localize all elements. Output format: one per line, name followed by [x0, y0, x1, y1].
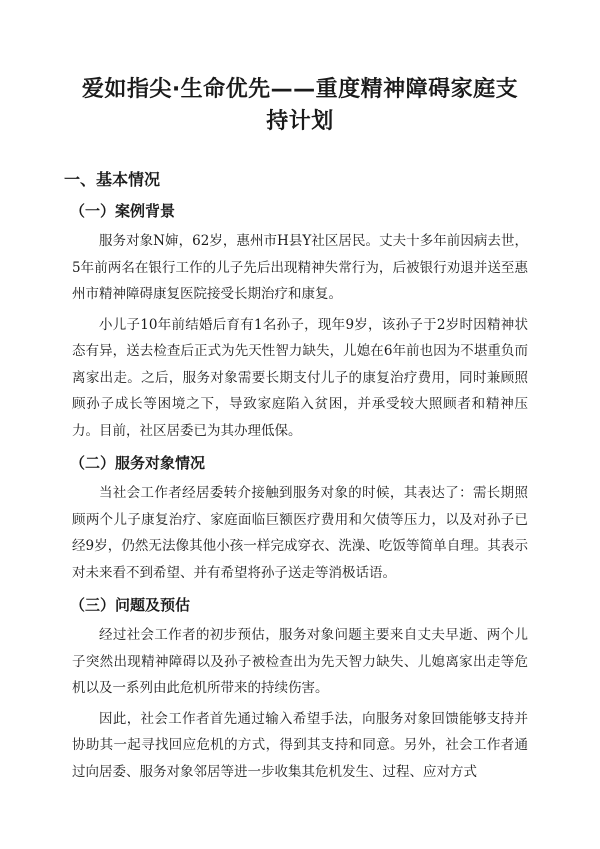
paragraph: 经过社会工作者的初步预估，服务对象问题主要来自丈夫早逝、两个儿子突然出现精神障碍以及孙子被检查出为先天智力缺失、儿媳离家出走等危机以及一系列由此危机所带来的持续伤害。	[72, 627, 528, 696]
document-title: 爱如指尖·生命优先——重度精神障碍家庭支持计划	[81, 77, 519, 134]
subsection-heading-problem-assessment: （三）问题及预估	[70, 596, 191, 614]
subsection-heading-case-background: （一）案例背景	[70, 202, 176, 220]
paragraph: 小儿子10年前结婚后育有1名孙子，现年9岁，该孙子于2岁时因精神状态有异，送去检查后正式为先天性智力缺失，儿媳在6年前也因为不堪重负而离家出走。之后，服务对象需要长期支付儿子的康复治疗费用，同时兼顾照顾孙子成长等困境之下，导致家庭陷入贫困，并承受较大照顾者和精神压力。目前，社区居委已为其办理低保。	[72, 316, 528, 439]
subsection-heading-client-situation: （二）服务对象情况	[70, 454, 206, 472]
paragraph: 当社会工作者经居委转介接触到服务对象的时候，其表达了：需长期照顾两个儿子康复治疗、家庭面临巨额医疗费用和欠债等压力，以及对孙子已经9岁，仍然无法像其他小孩一样完成穿衣、洗澡、吃饭等简单自理。其表示对未来看不到希望、并有希望将孙子送走等消极话语。	[72, 485, 528, 581]
section-heading-basic-info: 一、基本情况	[64, 170, 161, 189]
paragraph: 服务对象N婶，62岁，惠州市H县Y社区居民。丈夫十多年前因病去世，5年前两名在银行工作的儿子先后出现精神失常行为，后被银行劝退并送至惠州市精神障碍康复医院接受长期治疗和康复。	[72, 233, 528, 302]
paragraph: 因此，社会工作者首先通过输入希望手法，向服务对象回馈能够支持并协助其一起寻找回应危机的方式，得到其支持和同意。另外，社会工作者通过向居委、服务对象邻居等进一步收集其危机发生、过程、应对方式	[72, 710, 528, 780]
